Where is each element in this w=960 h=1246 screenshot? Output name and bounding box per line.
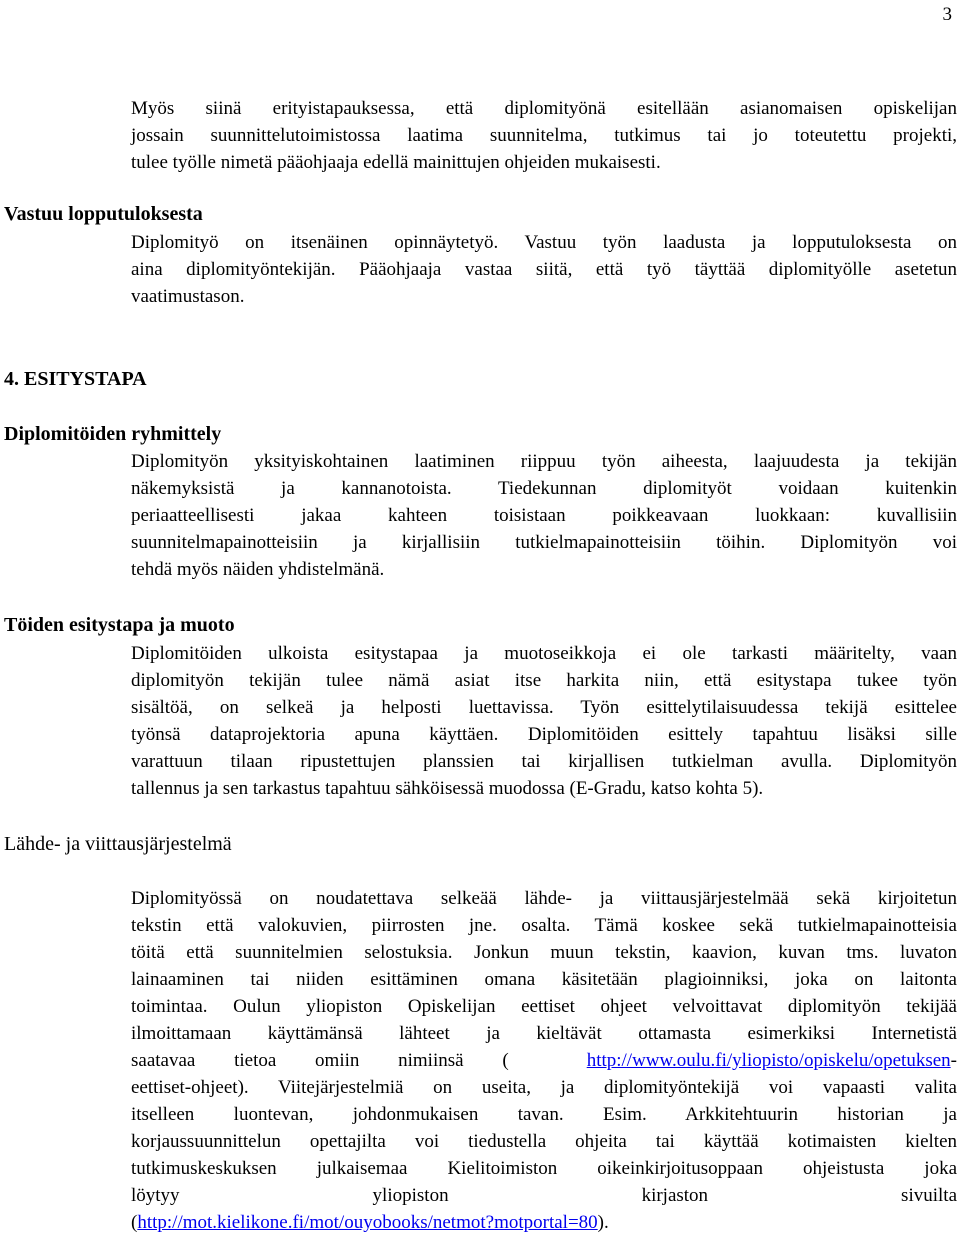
lahde-line-link-continuation xyxy=(131,1074,957,1101)
intro-line: Myös siinä erityistapauksessa, että diplomityönä esitellään asianomaisen opiskelijan xyxy=(131,98,957,119)
oulu-ethics-link-part1[interactable]: http://www.oulu.fi/yliopisto/opiskelu/opetuksen xyxy=(586,1050,951,1071)
heading-lahde: Lähde- ja viittausjärjestelmä xyxy=(4,833,232,855)
lahde-line: itselleen luontevan, johdonmukaisen tavan. Esim. Arkkitehtuurin historian ja xyxy=(131,1104,957,1125)
lahde-paragraph xyxy=(131,885,957,1236)
ryhmittely-line: näkemyksistä ja kannanotoista. Tiedekunnan diplomityöt voidaan kuitenkin xyxy=(131,478,957,499)
section-heading-esitystapa: 4. ESITYSTAPA xyxy=(4,368,147,390)
kielikone-link[interactable]: http://mot.kielikone.fi/mot/ouyobooks/netmot?motportal=80 xyxy=(137,1212,598,1233)
vastuu-line: aina diplomityöntekijän. Pääohjaaja vastaa siitä, että työ täyttää diplomityölle asetetun xyxy=(131,259,957,280)
heading-esitystapa-muoto: Töiden esitystapa ja muoto xyxy=(4,614,235,636)
lahde-line: töitä että suunnitelmien selostuksia. Jonkun muun tekstin, kaavion, kuvan tms. luvaton xyxy=(131,942,957,963)
paren-open: ( xyxy=(131,1212,138,1233)
ryhmittely-paragraph xyxy=(131,448,957,583)
paren-close: ). xyxy=(597,1212,609,1233)
link-hyphen: - xyxy=(950,1050,957,1071)
vastuu-line: vaatimustason. xyxy=(131,286,245,307)
vastuu-paragraph xyxy=(131,229,957,310)
intro-line: jossain suunnittelutoimistossa laatima suunnitelma, tutkimus tai jo toteutettu projekti, xyxy=(131,125,957,146)
ryhmittely-line: tehdä myös näiden yhdistelmänä. xyxy=(131,559,385,580)
lahde-line-suffix: ). Viitejärjestelmiä on useita, ja diplomityöntekijä voi vapaasti valita xyxy=(237,1077,957,1098)
lahde-line: Diplomityössä on noudatettava selkeää lähde- ja viittausjärjestelmää sekä kirjoitetun xyxy=(131,888,957,909)
lahde-line: tekstin että valokuvien, piirrosten jne. osalta. Tämä koskee sekä tutkielmapainotteisia xyxy=(131,915,957,936)
heading-vastuu: Vastuu lopputuloksesta xyxy=(4,203,203,225)
oulu-ethics-link-part2[interactable]: eettiset-ohjeet xyxy=(131,1077,238,1098)
esitystapa-line: Diplomitöiden ulkoista esitystapaa ja muotoseikkoja ei ole tarkasti määritelty, vaan xyxy=(131,643,957,664)
heading-ryhmittely: Diplomitöiden ryhmittely xyxy=(4,423,222,445)
esitystapa-line: tallennus ja sen tarkastus tapahtuu sähköisessä muodossa (E-Gradu, katso kohta 5). xyxy=(131,778,764,799)
vastuu-line: Diplomityö on itsenäinen opinnäytetyö. Vastuu työn laadusta ja lopputuloksesta on xyxy=(131,232,957,253)
esitystapa-paragraph xyxy=(131,640,957,802)
esitystapa-line: sisältöä, on selkeä ja helposti luettavissa. Työn esittelytilaisuudessa tekijä esittelee xyxy=(131,697,957,718)
lahde-line: tutkimuskeskuksen julkaisemaa Kielitoimiston oikeinkirjoitusoppaan ohjeistusta joka xyxy=(131,1158,957,1179)
intro-line: tulee työlle nimetä pääohjaaja edellä mainittujen ohjeiden mukaisesti. xyxy=(131,152,661,173)
lahde-line: ilmoittamaan käyttämänsä lähteet ja kieltävät ottamasta esimerkiksi Internetistä xyxy=(131,1023,957,1044)
lahde-line-with-link xyxy=(131,1047,957,1074)
ryhmittely-line: Diplomityön yksityiskohtainen laatiminen riippuu työn aiheesta, laajuudesta ja tekijän xyxy=(131,451,957,472)
lahde-last-line xyxy=(131,1209,957,1236)
intro-paragraph xyxy=(131,95,957,176)
lahde-line-prefix: saatavaa tietoa omiin nimiinsä ( xyxy=(131,1050,509,1071)
esitystapa-line: työnsä dataprojektoria apuna käyttäen. Diplomitöiden esittely tapahtuu lisäksi sille xyxy=(131,724,957,745)
ryhmittely-line: periaatteellisesti jakaa kahteen toisistaan poikkeavaan luokkaan: kuvallisiin xyxy=(131,505,957,526)
ryhmittely-line: suunnitelmapainotteisiin ja kirjallisiin tutkielmapainotteisiin töihin. Diplomityön voi xyxy=(131,532,957,553)
esitystapa-line: varattuun tilaan ripustettujen planssien tai kirjallisen tutkielman avulla. Diplomityön xyxy=(131,751,957,772)
esitystapa-line: diplomityön tekijän tulee nämä asiat itse harkita niin, että esitystapa tukee työn xyxy=(131,670,957,691)
lahde-line: korjaussuunnittelun opettajilta voi tiedustella ohjeita tai käyttää kotimaisten kielten xyxy=(131,1131,957,1152)
page-number: 3 xyxy=(942,4,952,25)
lahde-line: toimintaa. Oulun yliopiston Opiskelijan eettiset ohjeet velvoittavat diplomityön tekijää xyxy=(131,996,957,1017)
lahde-line: lainaaminen tai niiden esittäminen omana käsitetään plagioinniksi, joka on laitonta xyxy=(131,969,957,990)
lahde-line: löytyy yliopiston kirjaston sivuilta xyxy=(131,1185,957,1206)
